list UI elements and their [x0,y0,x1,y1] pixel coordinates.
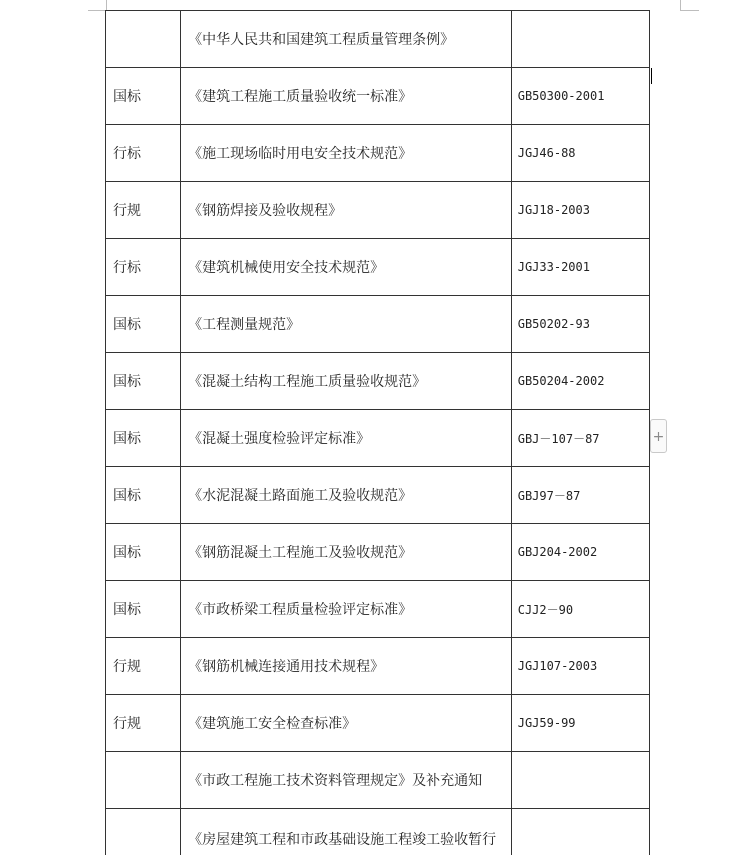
code-cell[interactable]: GBJ－107－87 [511,410,649,467]
title-cell[interactable]: 《钢筋混凝土工程施工及验收规范》 [181,524,512,581]
title-cell[interactable]: 《施工现场临时用电安全技术规范》 [181,125,512,182]
category-cell[interactable]: 国标 [106,410,181,467]
title-cell[interactable]: 《钢筋机械连接通用技术规程》 [181,638,512,695]
title-cell[interactable]: 《建筑机械使用安全技术规范》 [181,239,512,296]
table-row [106,68,650,125]
category-cell[interactable]: 国标 [106,68,181,125]
code-cell[interactable]: GB50202-93 [511,296,649,353]
code-cell[interactable]: GB50300-2001 [511,68,649,125]
table-row [106,638,650,695]
title-cell[interactable]: 《建筑施工安全检查标准》 [181,695,512,752]
text-cursor [651,68,652,84]
table-row [106,695,650,752]
code-cell[interactable]: GBJ97－87 [511,467,649,524]
code-cell[interactable]: JGJ46-88 [511,125,649,182]
add-row-button[interactable]: + [650,419,667,453]
title-cell[interactable]: 《建筑工程施工质量验收统一标准》 [181,68,512,125]
title-cell[interactable]: 《房屋建筑工程和市政基础设施工程竣工验收暂行 [181,809,512,855]
category-cell[interactable]: 国标 [106,581,181,638]
category-cell[interactable]: 国标 [106,353,181,410]
category-cell[interactable]: 行规 [106,695,181,752]
category-cell[interactable] [106,11,181,68]
category-cell[interactable] [106,752,181,809]
title-cell[interactable]: 《市政工程施工技术资料管理规定》及补充通知 [181,752,512,809]
category-cell[interactable]: 行标 [106,125,181,182]
standards-table [105,10,650,855]
code-cell[interactable]: CJJ2－90 [511,581,649,638]
table-row [106,182,650,239]
category-cell[interactable]: 行规 [106,638,181,695]
page-corner-mark-left [88,0,106,11]
code-cell[interactable] [511,809,649,855]
title-cell[interactable]: 《钢筋焊接及验收规程》 [181,182,512,239]
code-cell[interactable]: GB50204-2002 [511,353,649,410]
code-cell[interactable]: JGJ59-99 [511,695,649,752]
code-cell[interactable]: GBJ204-2002 [511,524,649,581]
title-cell[interactable]: 《混凝土结构工程施工质量验收规范》 [181,353,512,410]
table-row [106,467,650,524]
title-cell[interactable]: 《市政桥梁工程质量检验评定标准》 [181,581,512,638]
page-corner-mark-left-vertical [106,0,107,10]
category-cell[interactable]: 国标 [106,467,181,524]
code-cell[interactable]: JGJ18-2003 [511,182,649,239]
page-corner-mark-right [680,0,699,11]
table-row [106,581,650,638]
title-cell[interactable]: 《中华人民共和国建筑工程质量管理条例》 [181,11,512,68]
table-row [106,752,650,809]
code-cell[interactable] [511,11,649,68]
table-row [106,353,650,410]
table-row [106,11,650,68]
table-row [106,296,650,353]
table-row [106,524,650,581]
table-row [106,239,650,296]
category-cell[interactable]: 行规 [106,182,181,239]
code-cell[interactable]: JGJ33-2001 [511,239,649,296]
code-cell[interactable] [511,752,649,809]
table-row [106,410,650,467]
title-cell[interactable]: 《混凝土强度检验评定标准》 [181,410,512,467]
title-cell[interactable]: 《水泥混凝土路面施工及验收规范》 [181,467,512,524]
category-cell[interactable] [106,809,181,855]
category-cell[interactable]: 行标 [106,239,181,296]
category-cell[interactable]: 国标 [106,524,181,581]
table-row [106,125,650,182]
code-cell[interactable]: JGJ107-2003 [511,638,649,695]
title-cell[interactable]: 《工程测量规范》 [181,296,512,353]
category-cell[interactable]: 国标 [106,296,181,353]
table-row [106,809,650,855]
